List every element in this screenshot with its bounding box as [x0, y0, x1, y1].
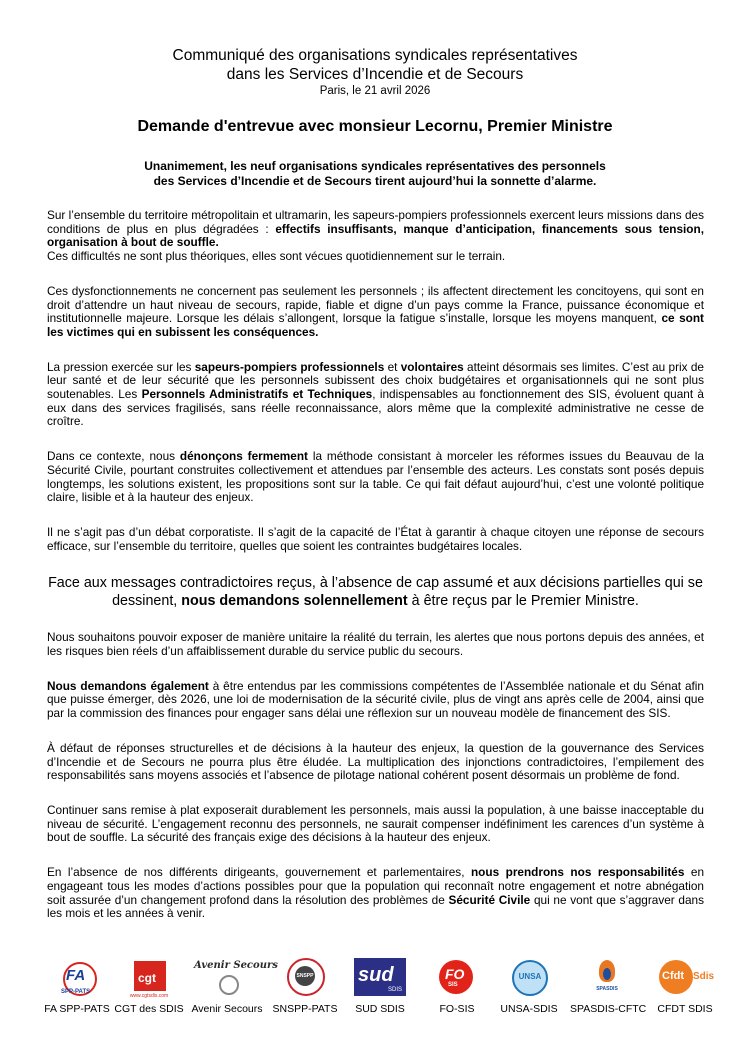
- snspp-mark: SNSPP: [296, 973, 314, 979]
- header-line-2: dans les Services d’Incendie et de Secours: [226, 66, 524, 83]
- cfdt-sdis-logo-icon: [659, 958, 715, 1000]
- snspp-pats-logo-icon: [284, 958, 326, 1000]
- fo-sis-logo-icon: [439, 958, 475, 1000]
- p10-bold-d: Sécurité Civile: [448, 892, 531, 907]
- logo-name-spasdis: SPASDIS-CFTC: [570, 1003, 647, 1015]
- demand-bold: nous demandons solennellement: [181, 593, 408, 610]
- document-title: Demande d'entrevue avec monsieur Lecornu, Premier Ministre: [137, 118, 613, 135]
- p7-text: à être entendus par les commissions compétentes de l’Assemblée nationale et du Sénat afin que puisse émerger, dès 2026, une loi de modernisation de la sécurité civile, plus de vingt ans après celle de 2004, ainsi que par la commission des finances pour engager sans délai une réflexion sur un nouveau modèle de financement des SIS.: [47, 678, 704, 721]
- body: [47, 209, 704, 921]
- demand-statement: [47, 574, 704, 610]
- p3-bold-f: Personnels Administratifs et Techniques: [141, 387, 373, 402]
- spasdis-mark: SPASDIS: [596, 986, 618, 992]
- logo-name-avenir: Avenir Secours: [191, 1003, 263, 1015]
- fa-spp-pats-logo-icon: [57, 958, 97, 1000]
- p3-bold-d: volontaires: [400, 359, 464, 374]
- avenir-mark: Avenir Secours: [194, 960, 278, 971]
- header-line-1: Communiqué des organisations syndicales représentatives: [172, 47, 578, 64]
- fa-mark: FA: [66, 967, 86, 984]
- paragraph-6: Nous souhaitons pouvoir exposer de manière unitaire la réalité du terrain, les alertes que nous portons depuis des années, et les risques bien réels d’un affaiblissement durable du service public du secours.: [47, 630, 704, 659]
- sud-sub: SDIS: [388, 987, 403, 993]
- p10-text-c: en engageant tous les modes d’actions possibles pour que la population qui reconnaît notre engagement et notre abnégation soit assurée d’un changement profond dans la résolution des problèmes de: [47, 865, 705, 907]
- p1-text-2: Ces difficultés ne sont plus théoriques, elles sont vécues quotidiennement sur le terrain.: [47, 249, 506, 264]
- logo-name-snspp: SNSPP-PATS: [272, 1003, 338, 1015]
- logo-name-fa: FA SPP-PATS: [44, 1003, 110, 1015]
- cgt-logo-icon: [126, 958, 172, 1000]
- logo-cgt: [112, 958, 186, 1015]
- logo-cfdt-sdis: [648, 958, 722, 1015]
- paragraph-7: [47, 680, 704, 721]
- paragraph-2: [47, 285, 704, 340]
- paragraph-5: Il ne s’agit pas d’un débat corporatiste. Il s’agit de la capacité de l’État à garantir à chaque citoyen une réponse de secours efficace, sur l’ensemble du territoire, quelles que soient les contraintes budgétaires locales.: [47, 524, 704, 553]
- avenir-secours-logo-icon: [194, 958, 278, 1000]
- fo-mark: FO: [445, 966, 465, 982]
- header: [0, 46, 750, 98]
- logo-name-unsa: UNSA-SDIS: [500, 1003, 558, 1015]
- p2-bold: ce sont les victimes qui en subissent les conséquences.: [47, 311, 704, 339]
- logo-name-fo: FO-SIS: [439, 1003, 475, 1015]
- p3-text-g: , indispensables au fonctionnement des SIS, évoluent quant à eux dans des services fragilisés, sans réelle reconnaissance, alors même que la complexité administrative ne cesse de croître.: [47, 387, 704, 429]
- p4-text-c: la méthode consistant à morceler les réformes issues du Beauvau de la Sécurité Civile, pourtant construites collectivement et attendues par l’ensemble des acteurs. Les constats sont posés depuis longtemps, les solutions existent, les propositions sont sur la table. Ce qui fait défaut aujourd’hui, c’est une volonté politique claire, lisible et à la hauteur des enjeux.: [47, 449, 704, 505]
- logo-fo-sis: [420, 958, 494, 1015]
- header-date: Paris, le 21 avril 2026: [319, 85, 431, 97]
- logo-fa-spp-pats: [40, 958, 114, 1015]
- logo-name-cgt: CGT des SDIS: [114, 1003, 184, 1015]
- p10-text-a: En l’absence de nos différents dirigeants, gouvernement et parlementaires,: [47, 865, 471, 880]
- p3-text-c: et: [384, 359, 401, 374]
- logo-snspp-pats: [268, 958, 342, 1015]
- cgt-sub: www.cgtsdis.com: [129, 993, 169, 999]
- paragraph-10: [47, 866, 704, 921]
- logo-name-sud: SUD SDIS: [355, 1003, 405, 1015]
- cfdt-sub: Sdis: [693, 971, 715, 982]
- paragraph-4: [47, 450, 704, 505]
- p4-bold: dénonçons fermement: [179, 449, 308, 464]
- fo-sub: SIS: [448, 982, 458, 988]
- paragraph-8: À défaut de réponses structurelles et de décisions à la hauteur des enjeux, la question de la gouvernance des Services d’Incendie et de Secours ne pourra plus être éludée. La multiplication des injonctions contradictoires, l’empilement des responsabilités sans moyens associés et l’absence de pilotage national cohérent posent désormais un problème de fond.: [47, 740, 704, 783]
- p7-bold: Nous demandons également: [47, 678, 209, 693]
- fa-sub: SPP-PATS: [61, 989, 91, 995]
- p10-text-e: qui ne vont que s’aggraver dans les mois et les années à venir.: [47, 892, 705, 921]
- p3-text-a: La pression exercée sur les: [47, 359, 195, 374]
- p1-bold: effectifs insuffisants, manque d’anticipation, financements sous tension, organisation à bout de souffle.: [47, 221, 704, 250]
- p10-bold-b: nous prendrons nos responsabilités: [470, 865, 685, 880]
- logo-sud-sdis: [343, 958, 417, 1015]
- logo-spasdis-cftc: [570, 958, 647, 1015]
- spasdis-cftc-logo-icon: [587, 958, 627, 1000]
- p4-text-a: Dans ce contexte, nous: [47, 449, 180, 464]
- logo-name-cfdt: CFDT SDIS: [657, 1003, 713, 1015]
- unsa-mark: UNSA: [518, 972, 542, 981]
- logo-avenir-secours: [190, 958, 278, 1015]
- intro-line-2: des Services d’Incendie et de Secours tirent aujourd’hui la sonnette d’alarme.: [153, 174, 597, 188]
- intro-line-1: Unanimement, les neuf organisations syndicales représentatives des personnels: [144, 159, 606, 173]
- p3-text-e: atteint désormais ses limites. C’est au prix de leur santé et de leur sécurité que les personnels subissent des choix budgétaires et organisationnels qui ne sont plus soutenables. Les: [47, 359, 704, 402]
- paragraph-1: [47, 209, 704, 264]
- paragraph-9: Continuer sans remise à plat exposerait durablement les personnels, mais aussi la population, à une baisse inacceptable du niveau de sécurité. L’engagement reconnu des personnels, ne saurait compenser indéfiniment les carences d’un système à bout de souffle. La sécurité des français exige des décisions à la hauteur des enjeux.: [47, 802, 704, 845]
- p2-text: Ces dysfonctionnements ne concernent pas seulement les personnels ; ils affectent directement les concitoyens, qui sont en droit d’attendre un haut niveau de secours, rapide, fiable et digne d’un pays comme la France, puissance économique et institutionnelle majeure. Lorsque les délais s’allongent, lorsque la fatigue s’installe, lorsque les moyens manquent,: [47, 283, 704, 326]
- intro: [90, 159, 660, 189]
- unsa-sdis-logo-icon: [511, 958, 547, 1000]
- sud-mark: sud: [358, 964, 394, 986]
- p1-text: Sur l’ensemble du territoire métropolitain et ultramarin, les sapeurs-pompiers professionnels exercent leurs missions dans des conditions de plus en plus dégradées :: [47, 208, 704, 236]
- paragraph-3: [47, 361, 704, 430]
- demand-text-c: à être reçus par le Premier Ministre.: [407, 593, 639, 610]
- p3-bold-b: sapeurs-pompiers professionnels: [194, 359, 385, 374]
- cfdt-mark: Cfdt: [662, 970, 684, 982]
- logo-unsa-sdis: [492, 958, 566, 1015]
- union-logos: [40, 958, 720, 1038]
- sud-sdis-logo-icon: [354, 958, 406, 1000]
- cgt-mark: cgt: [138, 971, 156, 985]
- demand-text-a: Face aux messages contradictoires reçus, à l’absence de cap assumé et aux décisions partielles qui se dessinent,: [48, 575, 703, 610]
